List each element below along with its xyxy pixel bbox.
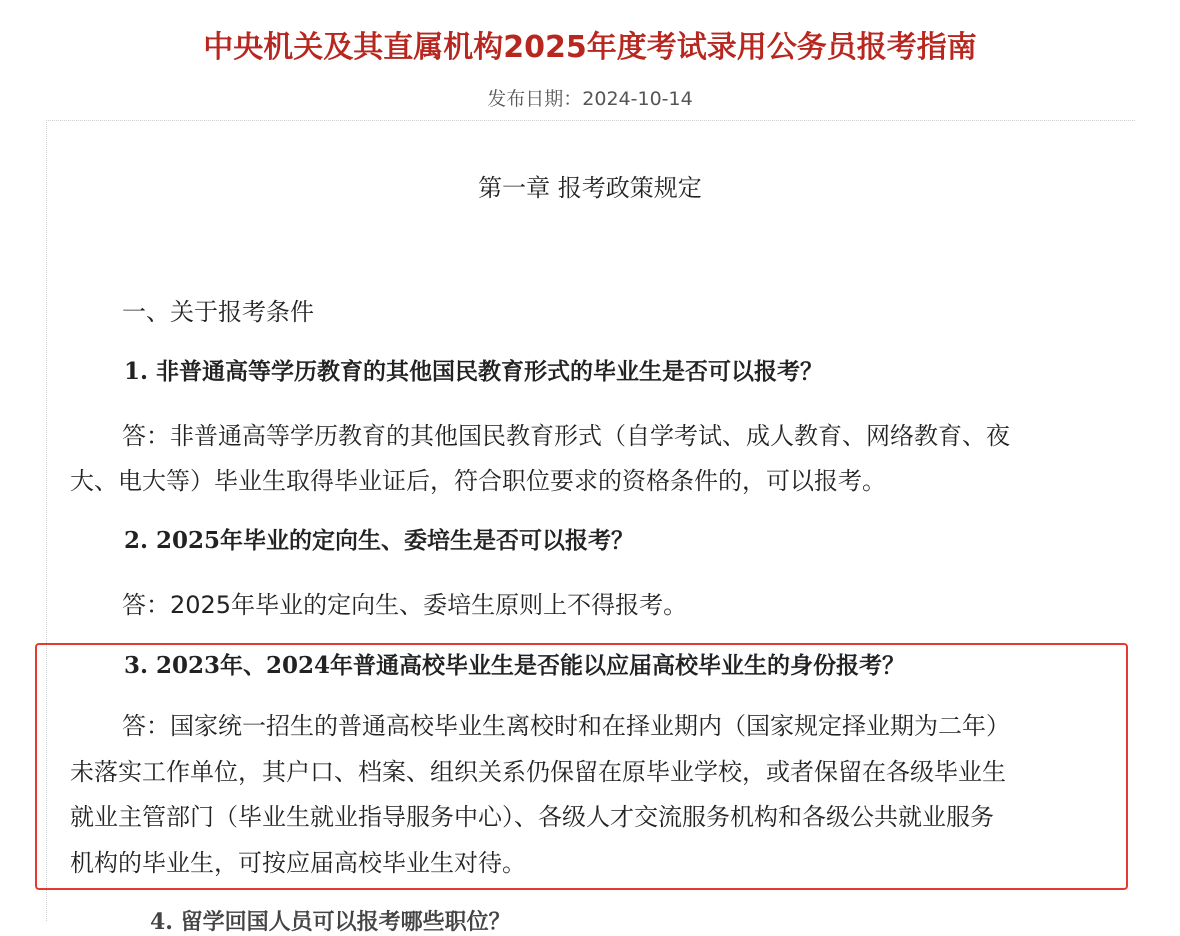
red-highlight-box [35, 643, 1128, 890]
answer-3-line-4: 机构的毕业生，可按应届高校毕业生对待。 [70, 849, 526, 877]
publish-date [0, 84, 1180, 111]
question-2: 2. 2025年毕业的定向生、委培生是否可以报考？ [124, 527, 635, 554]
answer-3-line-2: 未落实工作单位，其户口、档案、组织关系仍保留在原毕业学校，或者保留在各级毕业生 [70, 758, 1006, 786]
answer-2-line-1: 答：2025年毕业的定向生、委培生原则上不得报考。 [122, 591, 688, 619]
publish-date-label: 发布日期： [487, 88, 583, 110]
answer-3-line-1: 答：国家统一招生的普通高校毕业生离校时和在择业期内（国家规定择业期为二年） [122, 712, 1010, 740]
question-4-partial: 4. 留学回国人员可以报考哪些职位？ [150, 909, 511, 935]
question-1: 1. 非普通高等学历教育的其他国民教育形式的毕业生是否可以报考？ [124, 358, 824, 385]
answer-1-line-2: 大、电大等）毕业生取得毕业证后，符合职位要求的资格条件的，可以报考。 [70, 467, 886, 495]
section-heading: 一、关于报考条件 [122, 298, 314, 326]
publish-date-value: 2024-10-14 [582, 88, 693, 110]
question-3: 3. 2023年、2024年普通高校毕业生是否能以应届高校毕业生的身份报考？ [124, 652, 906, 679]
next-question-cutoff [150, 897, 530, 935]
chapter-heading: 第一章 报考政策规定 [478, 174, 702, 202]
answer-1-line-1: 答：非普通高等学历教育的其他国民教育形式（自学考试、成人教育、网络教育、夜 [122, 422, 1010, 450]
answer-3-line-3: 就业主管部门（毕业生就业指导服务中心）、各级人才交流服务机构和各级公共就业服务 [70, 803, 994, 831]
article-title: 中央机关及其直属机构2025年度考试录用公务员报考指南 [203, 30, 977, 65]
